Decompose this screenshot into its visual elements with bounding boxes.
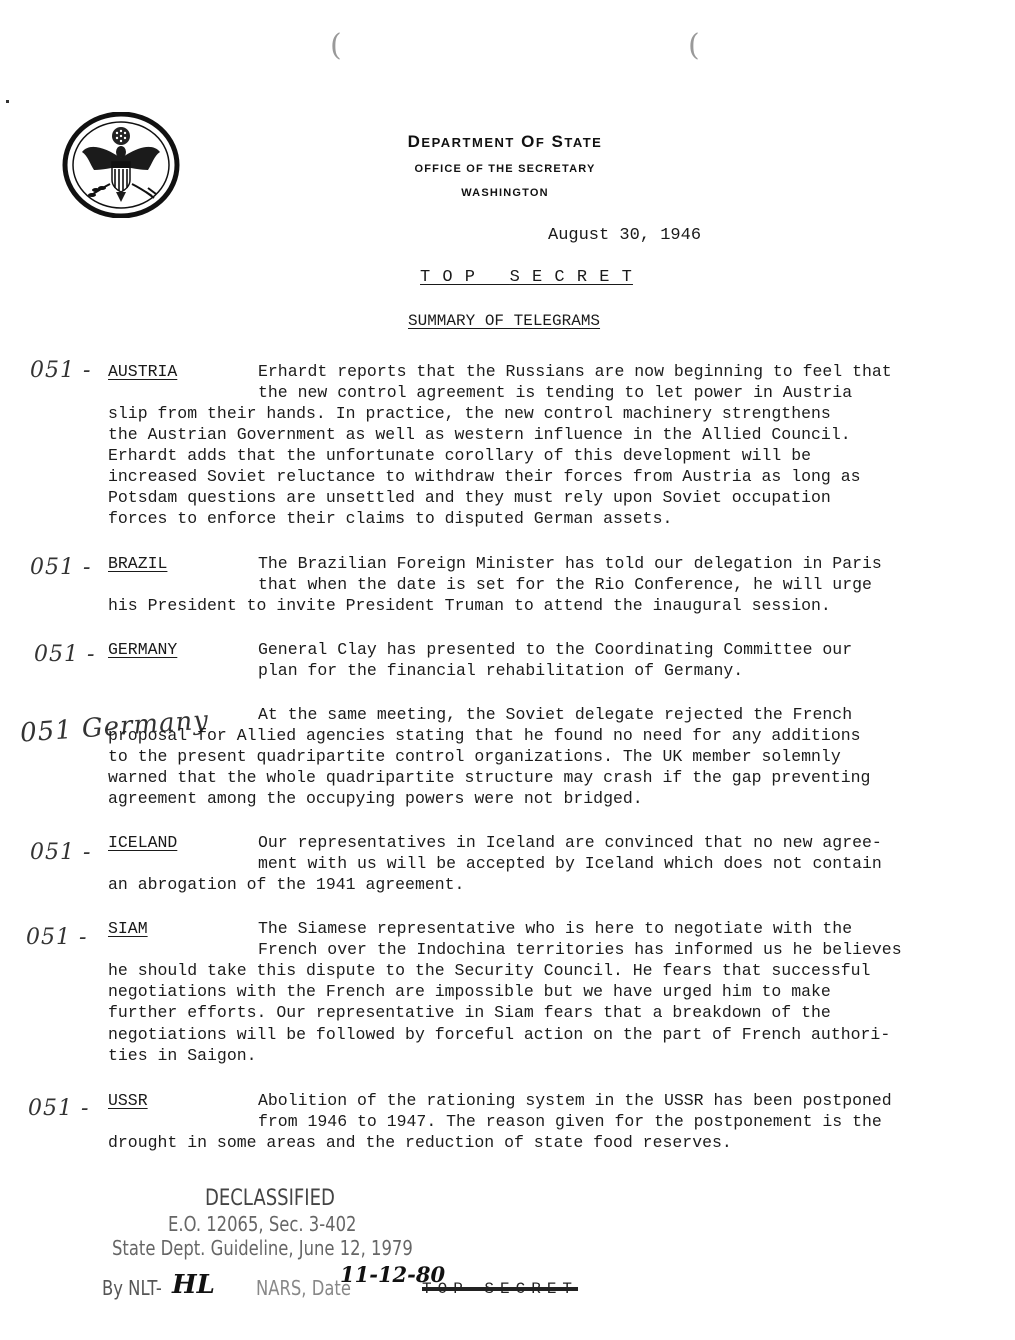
declassified-initials: HL [172, 1270, 215, 1300]
classification-heading [420, 268, 633, 287]
paren-mark-left: ( [330, 28, 342, 63]
germany-cont-line-1: At the same meeting, the Soviet delegate rejected the French [258, 705, 853, 724]
germany-cont-line-4: warned that the whole quadripartite structure may crash if the gap preventing [108, 768, 871, 787]
brazil-line-3: his President to invite President Truman to attend the inaugural session. [108, 596, 831, 615]
ussr-line-3: drought in some areas and the reduction of state food reserves. [108, 1133, 732, 1152]
austria-line-3: slip from their hands. In practice, the new control machinery strengthens [108, 404, 831, 423]
department-seal-icon [62, 112, 180, 218]
declassified-authority: E.O. 12065, Sec. 3-402 [168, 1212, 357, 1236]
file-code-brazil: 051 - [30, 555, 92, 580]
ussr-line-1: Abolition of the rationing system in the USSR has been postponed [258, 1091, 892, 1110]
siam-line-5: further efforts. Our representative in Siam fears that a breakdown of the [108, 1003, 831, 1022]
classification-word: S E C R E T [509, 268, 633, 287]
austria-line-6: increased Soviet reluctance to withdraw their forces from Austria as long as [108, 467, 861, 486]
file-code-germany: 051 - [34, 642, 96, 667]
declassified-date: 11-12-80 [340, 1262, 446, 1287]
austria-line-8: forces to enforce their claims to disputed German assets. [108, 509, 673, 528]
classification-word: T O P [420, 268, 477, 287]
country-heading-germany: GERMANY [108, 640, 178, 659]
country-heading-siam: SIAM [108, 919, 148, 938]
siam-line-3: he should take this dispute to the Security Council. He fears that successful [108, 961, 871, 980]
country-heading-austria: AUSTRIA [108, 362, 178, 381]
handwritten-germany-note: 051 Germany [19, 705, 210, 749]
classification-text [420, 268, 633, 287]
page-speck [6, 100, 9, 103]
austria-line-4: the Austrian Government as well as western influence in the Allied Council. [108, 425, 851, 444]
declassified-by-prefix: By NLT- [102, 1276, 162, 1300]
austria-line-5: Erhardt adds that the unfortunate corollary of this development will be [108, 446, 812, 465]
germany-cont-line-2: proposal for Allied agencies stating that he found no need for any additions [108, 726, 861, 745]
office-line: OFFICE OF THE SECRETARY [414, 163, 596, 175]
brazil-line-2: that when the date is set for the Rio Conference, he will urge [258, 575, 872, 594]
siam-line-7: ties in Saigon. [108, 1046, 257, 1065]
file-code-siam: 051 - [26, 925, 88, 950]
germany-line-1: General Clay has presented to the Coordinating Committee our [258, 640, 853, 659]
country-heading-iceland: ICELAND [108, 833, 178, 852]
file-code-iceland: 051 - [30, 840, 92, 865]
declassified-guideline: State Dept. Guideline, June 12, 1979 [112, 1236, 413, 1260]
department-title [330, 132, 680, 152]
file-code-ussr: 051 - [28, 1096, 90, 1121]
austria-line-7: Potsdam questions are unsettled and they must rely upon Soviet occupation [108, 488, 831, 507]
document-date: August 30, 1946 [548, 226, 702, 245]
siam-line-1: The Siamese representative who is here to negotiate with the [258, 919, 853, 938]
austria-line-1: Erhardt reports that the Russians are now beginning to feel that [258, 362, 892, 381]
siam-line-6: negotiations will be followed by forceful action on the part of French authori- [108, 1025, 891, 1044]
siam-line-4: negotiations with the French are impossible but we have urged him to make [108, 982, 831, 1001]
summary-title: SUMMARY OF TELEGRAMS [408, 312, 601, 330]
declassified-heading: DECLASSIFIED [205, 1186, 335, 1211]
ussr-line-2: from 1946 to 1947. The reason given for the postponement is the [258, 1112, 882, 1131]
germany-line-2: plan for the financial rehabilitation of Germany. [258, 661, 744, 680]
iceland-line-1: Our representatives in Iceland are convinced that no new agree- [258, 833, 882, 852]
declassified-nars-label: NARS, Date [256, 1276, 351, 1300]
iceland-line-3: an abrogation of the 1941 agreement. [108, 875, 465, 894]
file-code-austria: 051 - [30, 358, 92, 383]
country-heading-ussr: USSR [108, 1091, 148, 1110]
brazil-line-1: The Brazilian Foreign Minister has told our delegation in Paris [258, 554, 882, 573]
footer-classification: TOP SECRET [422, 1280, 579, 1298]
iceland-line-2: ment with us will be accepted by Iceland which does not contain [258, 854, 882, 873]
city-line: WASHINGTON [461, 187, 549, 199]
department-name: DEPARTMENT OF STATE [407, 132, 603, 151]
country-heading-brazil: BRAZIL [108, 554, 168, 573]
paren-mark-right: ( [688, 28, 700, 63]
siam-line-2: French over the Indochina territories has informed us he believes [258, 940, 902, 959]
germany-cont-line-3: to the present quadripartite control organizations. The UK member solemnly [108, 747, 841, 766]
austria-line-2: the new control agreement is tending to let power in Austria [258, 383, 853, 402]
germany-cont-line-5: agreement among the occupying powers were not bridged. [108, 789, 643, 808]
